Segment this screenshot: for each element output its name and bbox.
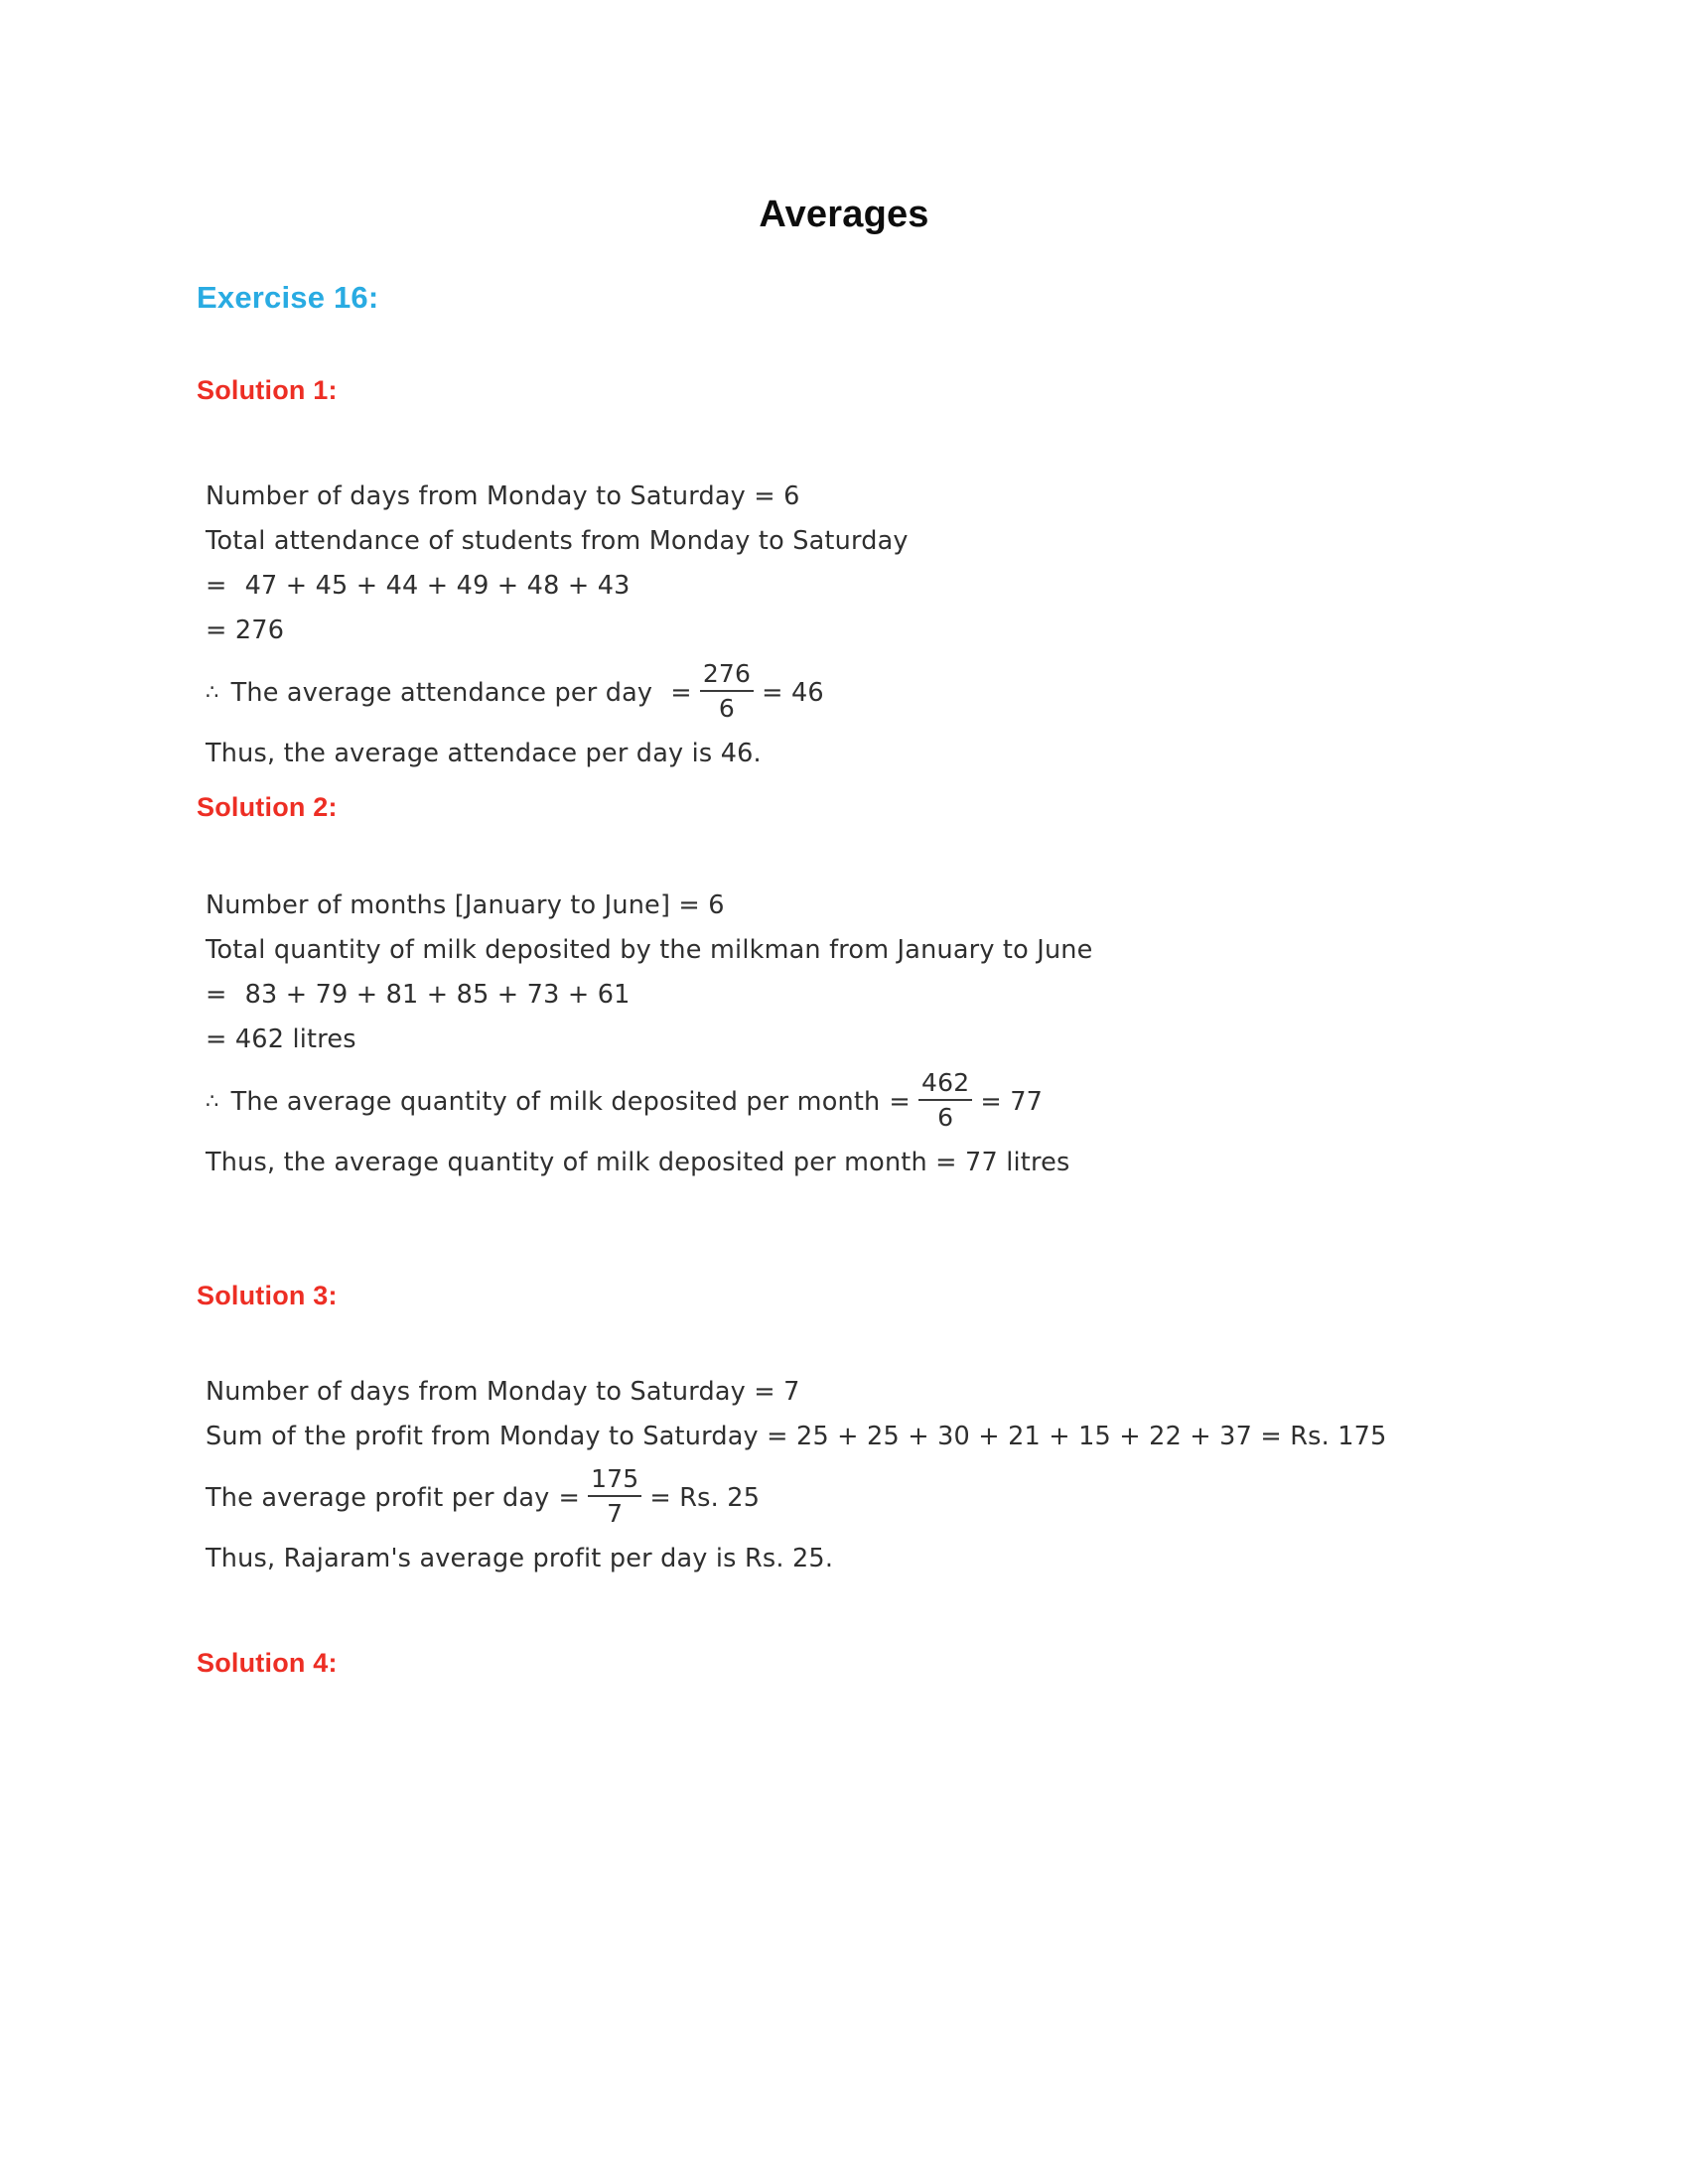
exercise-heading: Exercise 16: <box>197 280 379 315</box>
solution-2-line-3-equals: = <box>206 980 227 1010</box>
solution-1-line-5 <box>206 653 909 732</box>
solution-3-line-2: Sum of the profit from Monday to Saturday = 25 + 25 + 30 + 21 + 15 + 22 + 37 = Rs. 175 <box>206 1422 1387 1451</box>
solution-2-line-6: Thus, the average quantity of milk deposited per month = 77 litres <box>206 1148 1070 1177</box>
solution-1-line-5-result: = 46 <box>762 678 824 708</box>
solution-3-fraction <box>587 1464 642 1530</box>
solution-2-line-5 <box>206 1062 1093 1141</box>
solution-2-line-3-sum: 83 + 79 + 81 + 85 + 73 + 61 <box>244 980 631 1010</box>
solution-1-line-4: = 276 <box>206 615 285 645</box>
solution-3-line-3 <box>206 1459 1387 1537</box>
solution-2-fraction <box>917 1068 973 1134</box>
solution-1-fraction-denominator: 6 <box>718 694 736 723</box>
solution-1-line-3-equals: = <box>206 571 227 601</box>
solution-1-heading: Solution 1: <box>197 375 338 405</box>
solution-2-line-1: Number of months [January to June] = 6 <box>206 890 725 920</box>
solution-4-heading: Solution 4: <box>197 1648 338 1678</box>
solution-3-line-4: Thus, Rajaram's average profit per day is Rs. 25. <box>206 1544 834 1573</box>
therefore-symbol: ∴ <box>206 680 219 704</box>
solution-3-line-3-equals: = <box>558 1483 581 1513</box>
solution-1-line-2: Total attendance of students from Monday to Saturday <box>206 526 909 556</box>
solution-3-body <box>206 1370 1387 1581</box>
solution-2-line-2: Total quantity of milk deposited by the milkman from January to June <box>206 935 1093 965</box>
solution-3-line-1: Number of days from Monday to Saturday = 7 <box>206 1377 800 1407</box>
solution-1-body <box>206 475 909 776</box>
solution-1-fraction <box>699 659 755 725</box>
page-title: Averages <box>759 194 929 235</box>
solution-1-line-6: Thus, the average attendace per day is 46. <box>206 739 762 768</box>
solution-1-line-5-equals: = <box>670 678 692 708</box>
solution-2-heading: Solution 2: <box>197 792 338 822</box>
therefore-symbol: ∴ <box>206 1089 219 1113</box>
solution-2-line-5-equals: = <box>889 1087 911 1117</box>
solution-3-heading: Solution 3: <box>197 1281 338 1310</box>
solution-3-line-3-result: = Rs. 25 <box>649 1483 761 1513</box>
solution-1-line-1: Number of days from Monday to Saturday = 6 <box>206 481 800 511</box>
solution-1-fraction-numerator: 276 <box>702 659 752 688</box>
solution-2-body <box>206 884 1093 1185</box>
solution-2-line-3 <box>206 973 1093 1018</box>
solution-1-line-3 <box>206 564 909 609</box>
solution-2-line-4: = 462 litres <box>206 1024 356 1054</box>
solution-1-line-3-sum: 47 + 45 + 44 + 49 + 48 + 43 <box>244 571 631 601</box>
solution-3-fraction-denominator: 7 <box>607 1499 624 1528</box>
solution-3-fraction-numerator: 175 <box>591 1464 639 1493</box>
solution-2-fraction-denominator: 6 <box>937 1103 954 1132</box>
solution-2-fraction-numerator: 462 <box>921 1068 970 1097</box>
solution-1-line-5-text: The average attendance per day <box>230 678 653 708</box>
solution-2-line-5-result: = 77 <box>980 1087 1044 1117</box>
solution-3-line-3-text: The average profit per day <box>206 1483 550 1513</box>
solution-2-line-5-text: The average quantity of milk deposited per month <box>230 1087 881 1117</box>
